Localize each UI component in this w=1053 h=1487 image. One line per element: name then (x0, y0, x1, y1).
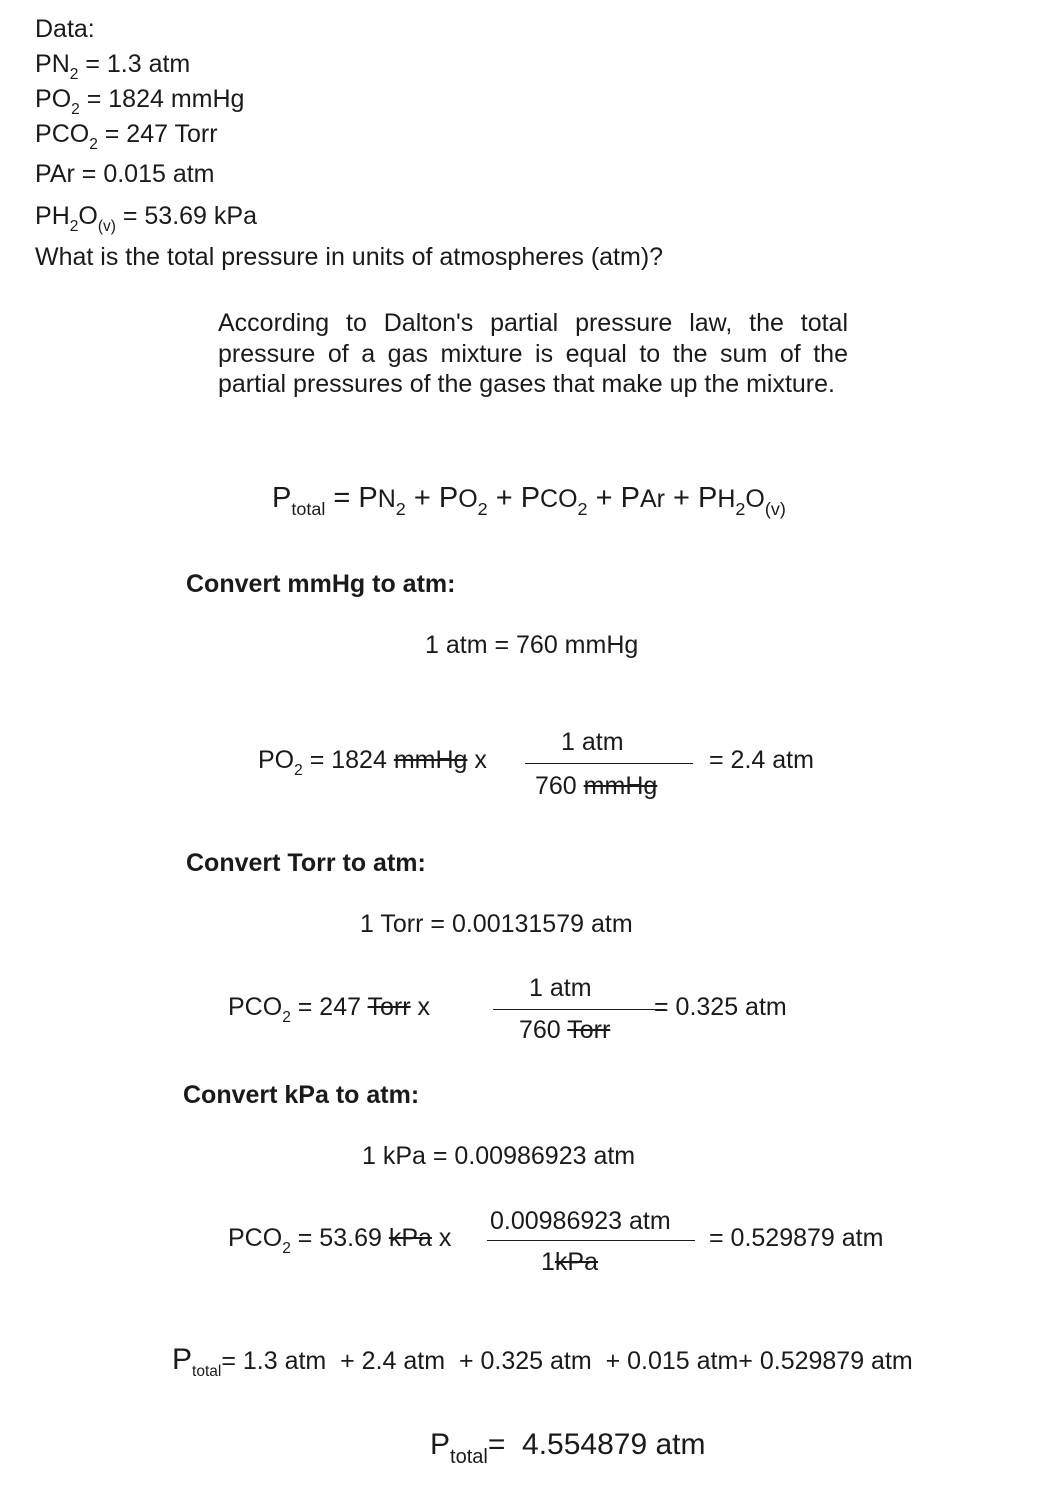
kpa-result: = 0.529879 atm (709, 1224, 884, 1252)
torr-relation: 1 Torr = 0.00131579 atm (360, 910, 633, 938)
data-heading: Data: (35, 15, 95, 43)
mmhg-denominator: 760 mmHg (535, 772, 658, 800)
kpa-numerator: 0.00986923 atm (490, 1207, 671, 1235)
kpa-denominator: 1kPa (541, 1248, 598, 1276)
data-item-o2: $PO_2 = 1824$ mmHg (35, 85, 245, 118)
torr-calc-lhs: $PCO_2 = 247$ Torr x (228, 993, 431, 1026)
mmhg-heading: Convert mmHg to atm: (186, 570, 456, 598)
dalton-equation: $P_{total} = PN_2 + PO_2 + PCO_2$ + PAr + $PH_2O_{(v)}$ (272, 482, 786, 520)
mmhg-numerator: 1 atm (561, 728, 624, 756)
torr-denominator: 760 Torr (519, 1016, 611, 1044)
dalton-explanation: According to Dalton's partial pressure law, the total pressure of a gas mixture is equal to the sum of the partial pressures of the gases that make up the mixture. (218, 309, 848, 398)
kpa-relation: 1 kPa = 0.00986923 atm (362, 1142, 636, 1170)
kpa-heading: Convert kPa to atm: (183, 1081, 420, 1109)
mmhg-calc-lhs: $PO_2 = 1824$ mmHg x (258, 746, 487, 779)
question: What is the total pressure in units of atmospheres (atm)? (35, 243, 664, 271)
torr-heading: Convert Torr to atm: (186, 849, 426, 877)
data-item-ar: PAr = 0.015 atm (35, 160, 215, 188)
torr-numerator: 1 atm (529, 974, 592, 1002)
data-item-co2: $PCO_2 = 247$ Torr (35, 120, 218, 153)
torr-fraction-bar (493, 1009, 665, 1010)
torr-result: = 0.325 atm (654, 993, 787, 1021)
final-answer: $P_{total}= 4.554879$ atm (430, 1428, 706, 1468)
mmhg-result: = 2.4 atm (709, 746, 814, 774)
kpa-calc-lhs: $PCO_2 = 53.69$ kPa x (228, 1224, 452, 1257)
sum-equation: $P_{total}= 1.3$ atm + 2.4 atm + 0.325 atm + 0.015 atm+ 0.529879 atm (172, 1343, 913, 1380)
data-item-n2: $PN_2 = 1.3$ atm (35, 50, 191, 83)
mmhg-relation: 1 atm = 760 mmHg (425, 631, 639, 659)
kpa-fraction-bar (487, 1240, 695, 1241)
data-item-h2o: $PH_2O_{(v)} = 53.69$ kPa (35, 202, 257, 235)
mmhg-fraction-bar (525, 763, 693, 764)
